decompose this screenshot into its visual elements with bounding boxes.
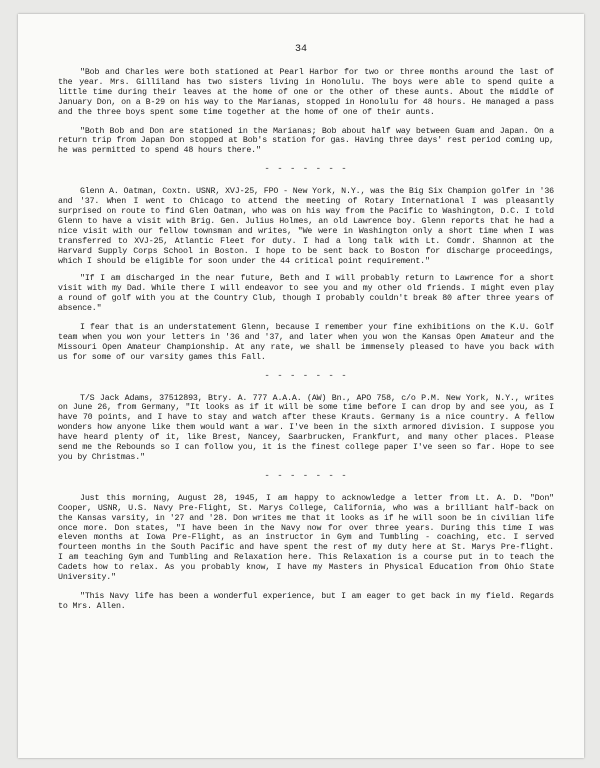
- paragraph: Just this morning, August 28, 1945, I am happy to acknowledge a letter from Lt. A. D. "Don" Cooper, USNR, U.S. Navy Pre-Flight, St. Marys College, California, who was a brilliant half-back on the Kansas varsity, in '27 and '28. Don writes me that it looks as if he will soon be in civilian life once more. Don states, "I have been in the Navy now for over three years. During this time I was eleven months at Iowa Pre-Flight, as an instructor in Gym and Tumbling - coaching, etc. I served fourteen months in the South Pacific and have spent the rest of my duty here at St. Marys Pre-flight. I am teaching Gym and Tumbling and Relaxation here. This Relaxation is a course put in to teach the Cadets how to relax. As you probably know, I have my Masters in Physical Education from Ohio State University.": [58, 493, 554, 583]
- paragraph: I fear that is an understatement Glenn, because I remember your fine exhibitions on the K.U. Golf team when you won your letters in '36 and '37, and later when you won the Kansas Open Amateur and the Missouri Open Amateur Championship. At any rate, we shall be immensely pleased to have you back with us for some of our varsity games this Fall.: [58, 323, 554, 362]
- paragraph: Glenn A. Oatman, Coxtn. USNR, XVJ-25, FPO - New York, N.Y., was the Big Six Champion golfer in '36 and '37. When I went to Chicago to attend the meeting of Rotary International I was pleasantly surprised on route to find Glen Oatman, who was on his way from the Pacific to Washington, D.C. I told Glenn to have a visit with Brig. Gen. Julius Holmes, an old Lawrence boy. Glenn reports that he had a nice visit with our fellow townsman and writes, "We were in Washington only a short time when I was transferred to XVJ-25, Atlantic Fleet for duty. I had a long talk with Lt. Comdr. Shannon at the Harvard Supply Corps School in Boston. I hope to be sent back to Boston for discharge proceedings, which I should be eligible for soon under the 44 critical point requirement.": [58, 187, 554, 266]
- paragraph: "Bob and Charles were both stationed at Pearl Harbor for two or three months around the last of the year. Mrs. Gilliland has two sisters living in Honolulu. The boys were able to spend quite a little time during their leaves at the home of one or the other of these aunts. About the middle of January Don, on a B-29 on his way to the Marianas, stopped in Honolulu for 48 hours. He managed a pass and the three boys spent some time together at the home of one of their aunts.: [58, 68, 554, 117]
- section-separator: - - - - - - -: [264, 470, 348, 481]
- paragraph: "If I am discharged in the near future, Beth and I will probably return to Lawrence for a short visit with my Dad. While there I will endeavor to see you and my other old friends. I might even play a round of golf with you at the Country Club, though I probably couldn't break 80 after three years of absence.": [58, 274, 554, 314]
- paragraph: "Both Bob and Don are stationed in the Marianas; Bob about half way between Guam and Japan. On a return trip from Japan Don stopped at Bob's station for gas. Having three days' rest period coming up, he was permitted to spend 48 hours there.": [58, 126, 554, 156]
- section-separator: - - - - - - -: [264, 164, 348, 175]
- page-number: 34: [294, 44, 307, 55]
- section-separator: - - - - - - -: [264, 370, 348, 381]
- paragraph: "This Navy life has been a wonderful experience, but I am eager to get back in my field. Regards to Mrs. Allen.: [58, 591, 554, 611]
- letter-body: [58, 68, 554, 621]
- document-page: [18, 14, 584, 758]
- paragraph: T/S Jack Adams, 37512893, Btry. A. 777 A.A.A. (AW) Bn., APO 758, c/o P.M. New York, N.Y., writes on June 26, from Germany, "It looks as if it will be some time before I can drop by and see you, as I have 70 points, and I have to stay and watch after these Krauts. Germany is a nice country. A fellow wonders how anyone like them would want a war. I've been in the sixth armored division. I suppose you have heard plenty of it, like Brest, Nancey, Saarbrucken, Frankfurt, and many other places. Please send me the Rebounds so I can follow you, it is the finest college paper I've seen so far. Hope to see you by Christmas.": [58, 393, 554, 462]
